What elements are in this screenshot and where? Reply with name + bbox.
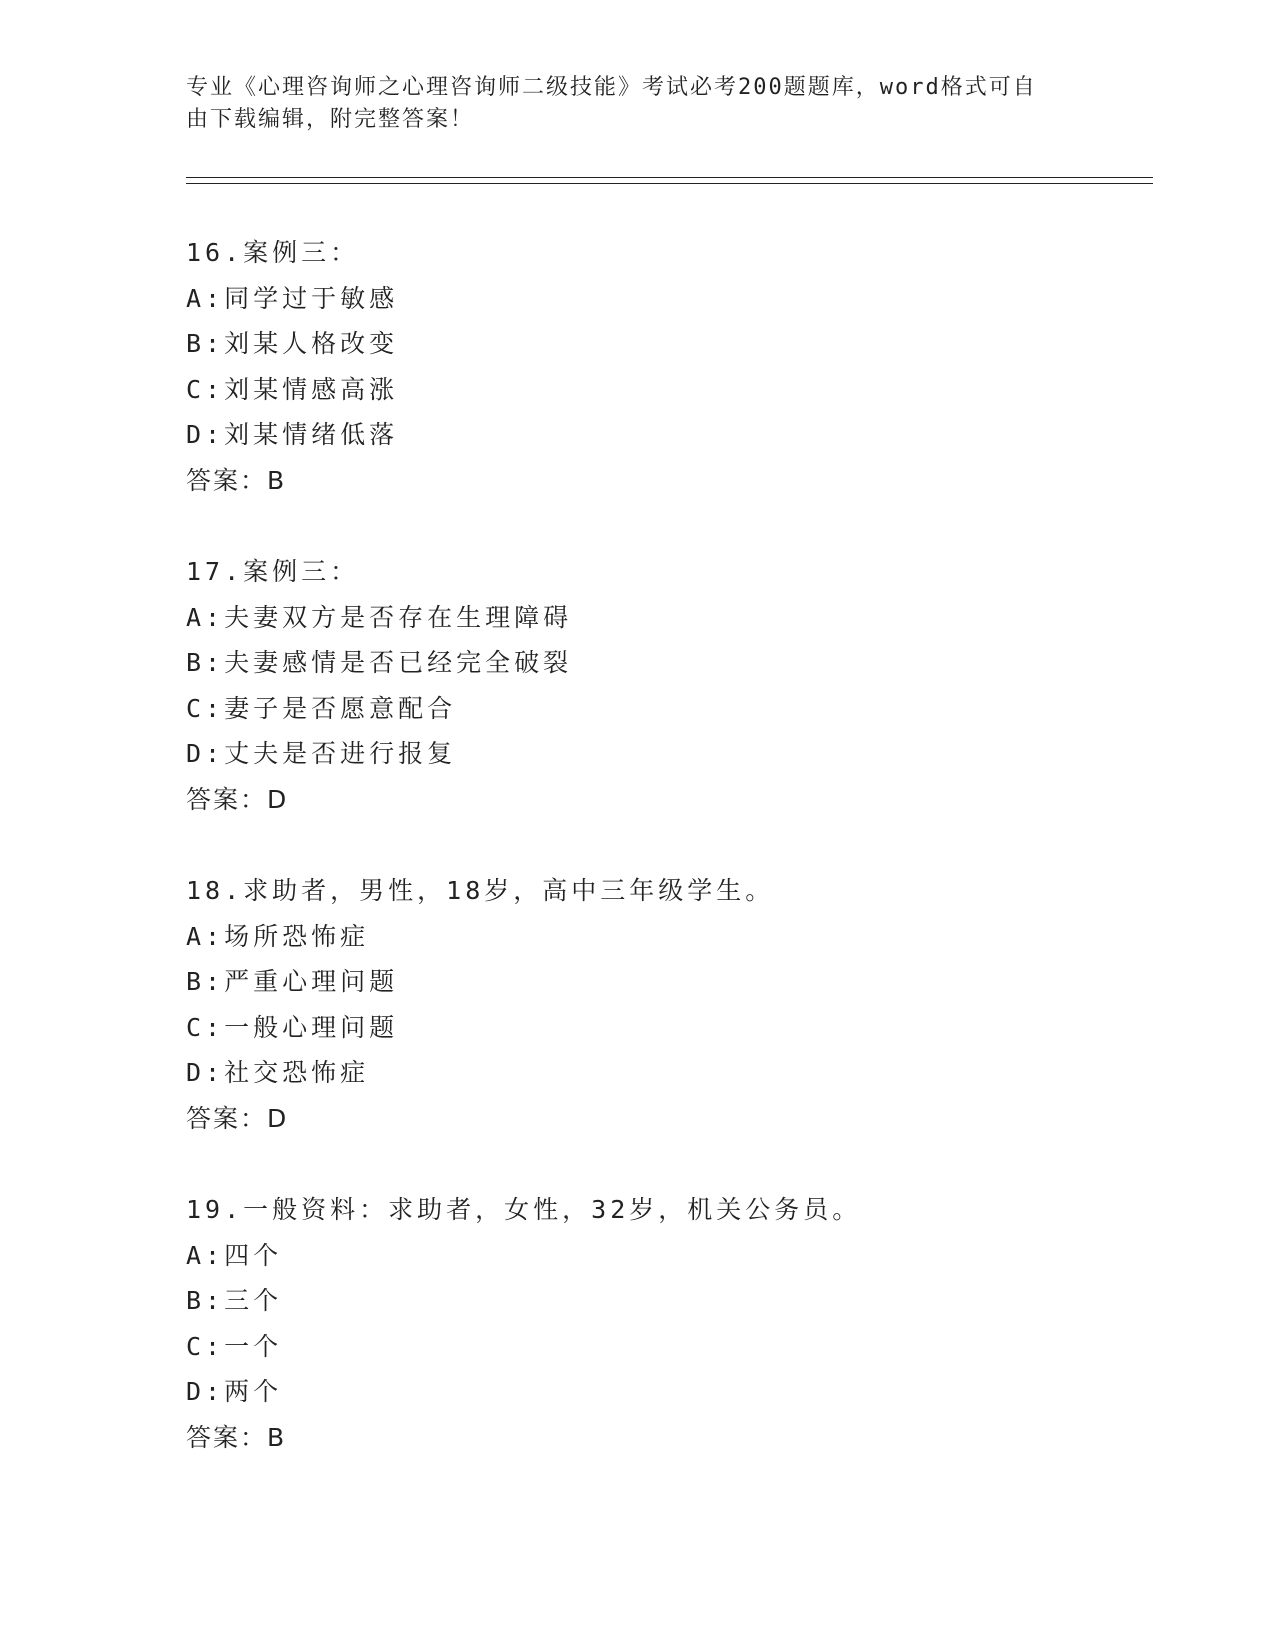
answer-line: 答案：D — [186, 1103, 289, 1133]
answer-line: 答案：B — [186, 1422, 287, 1452]
question-stem: 17.案例三： — [186, 557, 360, 586]
question-19 — [186, 1187, 1086, 1460]
option-b: B:刘某人格改变 — [186, 329, 399, 358]
option-c: C:妻子是否愿意配合 — [186, 693, 457, 723]
question-18 — [186, 868, 1086, 1141]
header-line-1: 专业《心理咨询师之心理咨询师二级技能》考试必考200题题库，word格式可自 — [186, 75, 1037, 100]
option-d: D:刘某情绪低落 — [186, 420, 399, 449]
option-b: B:严重心理问题 — [186, 967, 399, 996]
option-d: D:两个 — [186, 1377, 283, 1406]
option-d: D:丈夫是否进行报复 — [186, 739, 457, 768]
answer-line: 答案：B — [186, 465, 287, 495]
option-c: C:一个 — [186, 1331, 283, 1361]
answer-line: 答案：D — [186, 784, 289, 814]
header-line-2: 由下载编辑，附完整答案！ — [186, 107, 475, 132]
option-b: B:夫妻感情是否已经完全破裂 — [186, 648, 573, 677]
option-a: A:场所恐怖症 — [186, 921, 370, 951]
option-a: A:夫妻双方是否存在生理障碍 — [186, 602, 573, 632]
option-c: C:刘某情感高涨 — [186, 374, 399, 404]
option-a: A:四个 — [186, 1240, 283, 1270]
question-16 — [186, 230, 1086, 503]
option-d: D:社交恐怖症 — [186, 1058, 370, 1087]
option-a: A:同学过于敏感 — [186, 283, 399, 313]
question-stem: 16.案例三： — [186, 238, 360, 267]
option-b: B:三个 — [186, 1286, 283, 1315]
document-header — [186, 72, 1066, 136]
question-stem: 19.一般资料：求助者，女性，32岁，机关公务员。 — [186, 1195, 862, 1224]
question-stem: 18.求助者，男性，18岁，高中三年级学生。 — [186, 876, 775, 905]
option-c: C:一般心理问题 — [186, 1012, 399, 1042]
header-double-rule — [186, 177, 1153, 184]
question-17 — [186, 549, 1086, 822]
